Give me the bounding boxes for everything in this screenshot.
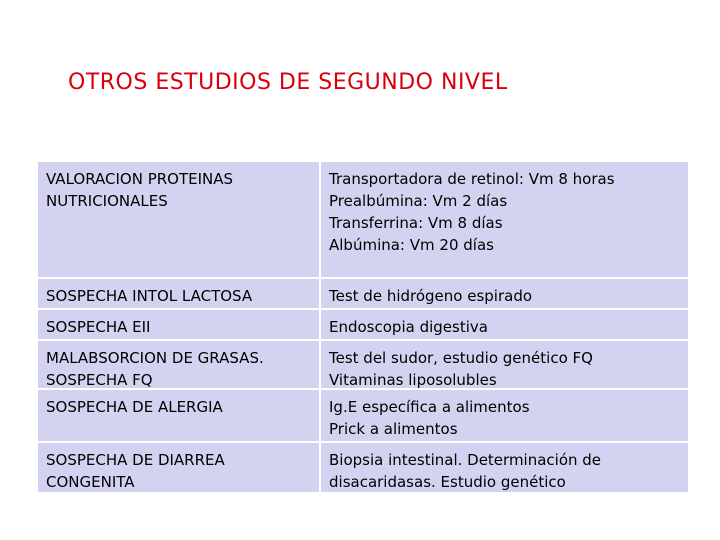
studies-table [38,162,688,492]
row-detail-line: disacaridasas. Estudio genético [329,473,566,491]
row-label-line: SOSPECHA DE ALERGIA [46,398,223,416]
row-detail-line: Albúmina: Vm 20 días [329,236,494,254]
row-detail-cell [321,390,688,441]
row-detail-line: Test de hidrógeno espirado [329,287,533,305]
row-label-line: NUTRICIONALES [46,192,168,210]
row-detail-cell [321,310,688,339]
row-label-line: SOSPECHA DE DIARREA [46,451,225,469]
row-label-cell [38,341,319,388]
slide-title: OTROS ESTUDIOS DE SEGUNDO NIVEL [68,70,508,95]
row-label-cell [38,279,319,308]
row-detail-cell [321,162,688,277]
row-detail-line: Prick a alimentos [329,420,458,438]
row-detail-line: Transferrina: Vm 8 días [329,214,503,232]
row-detail-line: Prealbúmina: Vm 2 días [329,192,508,210]
row-label-line: SOSPECHA FQ [46,371,153,388]
row-detail-line: Transportadora de retinol: Vm 8 horas [329,170,615,188]
row-label-line: VALORACION PROTEINAS [46,170,234,188]
row-label-line: MALABSORCION DE GRASAS. [46,349,264,367]
row-label-line: SOSPECHA EII [46,318,151,336]
row-label-cell [38,390,319,441]
row-detail-cell [321,443,688,492]
row-detail-line: Vitaminas liposolubles [329,371,497,388]
row-detail-cell [321,341,688,388]
row-label-cell [38,310,319,339]
row-label-cell [38,162,319,277]
row-label-cell [38,443,319,492]
row-label-line: CONGENITA [46,473,135,491]
row-label-line: SOSPECHA INTOL LACTOSA [46,287,253,305]
row-detail-cell [321,279,688,308]
row-detail-line: Ig.E específica a alimentos [329,398,530,416]
row-detail-line: Biopsia intestinal. Determinación de [329,451,602,469]
row-detail-line: Endoscopia digestiva [329,318,488,336]
row-detail-line: Test del sudor, estudio genético FQ [329,349,593,367]
